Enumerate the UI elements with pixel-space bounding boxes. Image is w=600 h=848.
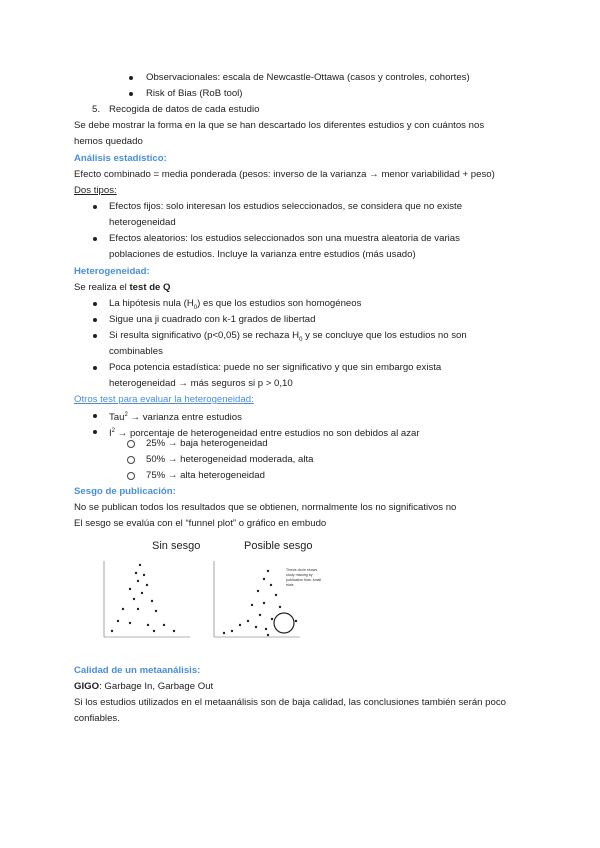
section-heading-other-tests: Otros test para evaluar la heterogeneidad: <box>74 394 254 405</box>
bullet-dot <box>93 205 97 209</box>
funnel-right-plot <box>214 561 321 637</box>
bullet-circle <box>127 456 135 464</box>
list-item-random: Efectos aleatorios: los estudios seleccionados son una muestra aleatoria de varias <box>109 233 460 244</box>
section-heading-analysis: Análisis estadístico: <box>74 153 167 164</box>
section-heading-bias: Sesgo de publicación: <box>74 486 176 497</box>
paragraph-line: confiables. <box>74 713 120 724</box>
funnel-annotation-line: study missing by <box>286 573 313 577</box>
list-item-power-cont: heterogeneidad → más seguros si p > 0,10 <box>109 378 293 389</box>
bullet-circle <box>127 440 135 448</box>
funnel-right-title: Posible sesgo <box>244 540 313 552</box>
list-item-level-25: 25% → baja heterogeneidad <box>146 438 268 449</box>
bullet-dot <box>93 334 97 338</box>
list-number: 5. <box>92 104 101 115</box>
funnel-annotation-line: Thesis circle shows <box>286 568 318 572</box>
bullet-dot <box>93 414 97 418</box>
bullet-dot <box>129 76 133 80</box>
list-item-step5: Recogida de datos de cada estudio <box>109 104 260 115</box>
list-item-significant: Si resulta significativo (p<0,05) se rechaza $H_0$ y se concluye que los estudios no son <box>109 330 467 343</box>
bullet-dot <box>93 366 97 370</box>
list-item-level-50: 50% → heterogeneidad moderada, alta <box>146 454 314 465</box>
list-item-power: Poca potencia estadística: puede no ser significativo y que sin embargo exista <box>109 362 442 373</box>
paragraph-line: hemos quedado <box>74 136 143 147</box>
paragraph-line: Se debe mostrar la forma en la que se han descartado los diferentes estudios y con cuántos nos <box>74 120 485 131</box>
list-item-rob: Risk of Bias (RoB tool) <box>146 88 243 99</box>
list-item-chi: Sigue una ji cuadrado con k-1 grados de libertad <box>109 314 316 325</box>
list-item-level-75: 75% → alta heterogeneidad <box>146 470 265 481</box>
list-item-random-cont: poblaciones de estudios. Incluye la varianza entre estudios (más usado) <box>109 249 416 260</box>
paragraph-line: El sesgo se evalúa con el “funnel plot” o gráfico en embudo <box>74 518 327 529</box>
bullet-dot <box>93 237 97 241</box>
missing-studies-circle <box>274 613 294 633</box>
list-item-significant-cont: combinables <box>109 346 163 357</box>
paragraph-line: Se realiza el test de Q <box>74 282 171 293</box>
funnel-annotation-line: publication bias: small <box>286 578 322 582</box>
bullet-dot <box>93 302 97 306</box>
list-item-i2: $I^2$ → porcentaje de heterogeneidad entre estudios no son debidos al azar <box>109 428 420 440</box>
funnel-annotation-line: trials <box>286 583 294 587</box>
bullet-dot <box>129 92 133 96</box>
funnel-left-plot <box>104 561 190 637</box>
paragraph-line: No se publican todos los resultados que se obtienen, normalmente los no significativos no <box>74 502 457 513</box>
paragraph-line: Si los estudios utilizados en el metaanálisis son de baja calidad, las conclusiones también serán poco <box>74 697 506 708</box>
list-item-fixed: Efectos fijos: solo interesan los estudios seleccionados, se considera que no existe <box>109 201 463 212</box>
section-heading-quality: Calidad de un metaanálisis: <box>74 665 201 676</box>
bullet-circle <box>127 472 135 480</box>
bullet-dot <box>93 318 97 322</box>
funnel-plot-figure <box>90 535 330 660</box>
bullet-dot <box>93 430 97 434</box>
paragraph-line: GIGO: Garbage In, Garbage Out <box>74 681 214 692</box>
subheading-two-types: Dos tipos: <box>74 185 117 196</box>
paragraph-line: Efecto combinado = media ponderada (pesos: inverso de la varianza → menor variabilidad + peso) <box>74 169 495 180</box>
section-heading-heterogeneity: Heterogeneidad: <box>74 266 150 277</box>
list-item-observational: Observacionales: escala de Newcastle-Ottawa (casos y controles, cohortes) <box>146 72 470 83</box>
list-item-null-hypothesis: La hipótesis nula $(H_0)$ es que los estudios son homogéneos <box>109 298 362 311</box>
funnel-left-title: Sin sesgo <box>152 540 201 552</box>
list-item-fixed-cont: heterogeneidad <box>109 217 176 228</box>
list-item-tau: Tau$^2$ → varianza entre estudios <box>109 412 242 424</box>
